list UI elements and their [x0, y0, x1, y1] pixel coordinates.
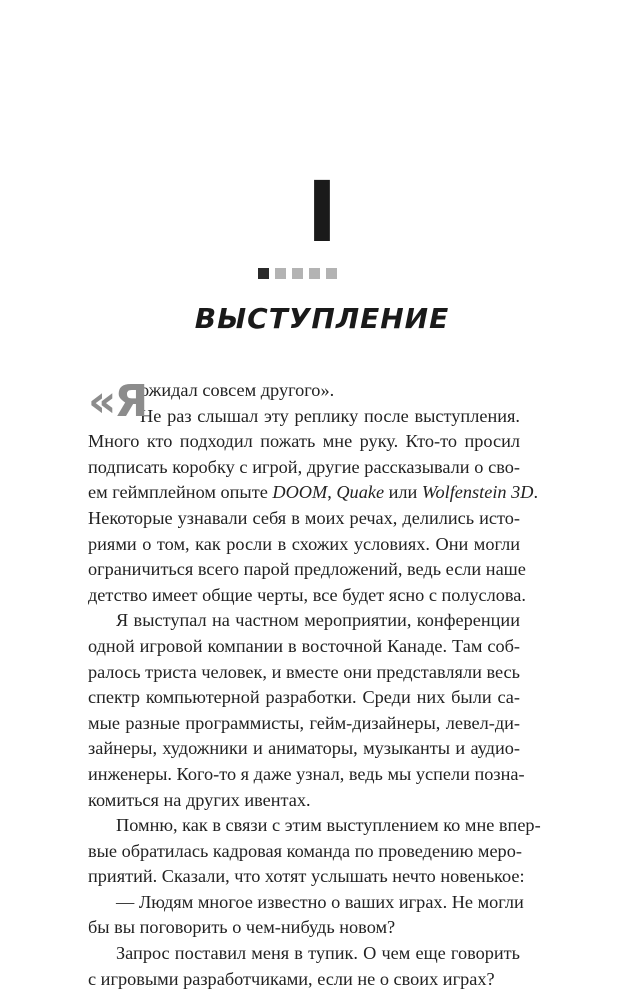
text-line: Некоторые узнавали себя в моих речах, делились исто- — [88, 507, 520, 528]
text-line: Помню, как в связи с этим выступлением ко мне впер- — [116, 815, 541, 836]
text-line: ожидал совсем другого». — [140, 380, 335, 400]
text-segment: DOOM — [272, 482, 328, 503]
text-line: бы вы поговорить о чем-нибудь новом? — [88, 917, 396, 938]
text-line: Запрос поставил меня в тупик. О чем еще говорить — [116, 943, 520, 964]
text-line: ограничиться всего парой предложений, ведь если наше — [88, 559, 526, 580]
drop-cap: «Я — [88, 376, 147, 427]
text-segment: или — [384, 482, 422, 503]
text-line: Я выступал на частном мероприятии, конференции — [116, 610, 520, 631]
text-line: Не раз слышал эту реплику после выступления. — [140, 405, 520, 426]
text-line — [88, 480, 539, 506]
text-line: Много кто подходил пожать мне руку. Кто-то просил — [88, 431, 520, 452]
chapter-number: I — [306, 163, 338, 261]
text-line: вые обратилась кадровая команда по проведению меро- — [88, 840, 522, 861]
text-line: — Людям многое известно о ваших играх. Не могли — [116, 891, 524, 912]
text-segment: Wolfenstein 3D — [421, 482, 534, 503]
divider-square — [258, 268, 269, 279]
text-line: комиться на других ивентах. — [88, 789, 311, 810]
text-segment: Quake — [336, 482, 385, 503]
text-line: инженеры. Кого-то я даже узнал, ведь мы успели позна- — [88, 763, 525, 784]
text-line: приятий. Сказали, что хотят услышать нечто новенькое: — [88, 866, 525, 887]
divider-square — [292, 268, 303, 279]
text-line: зайнеры, художники и аниматоры, музыканты и аудио- — [88, 738, 520, 759]
text-line: подписать коробку с игрой, другие рассказывали о сво- — [88, 456, 520, 477]
text-line: мые разные программисты, гейм-дизайнеры, левел-ди- — [88, 712, 520, 733]
text-lines — [88, 378, 541, 992]
chapter-body — [88, 376, 541, 992]
chapter-divider — [258, 268, 337, 279]
text-line: спектр компьютерной разработки. Среди них были са- — [88, 687, 520, 708]
text-segment: . — [533, 482, 539, 503]
text-line: ралось триста человек, и вместе они представляли весь — [88, 661, 520, 682]
text-line: одной игровой компании в восточной Канаде. Там соб- — [88, 635, 520, 656]
text-line: риями о том, как росли в схожих условиях. Они могли — [88, 533, 520, 554]
divider-square — [275, 268, 286, 279]
chapter-title: ВЫСТУПЛЕНИЕ — [194, 302, 450, 335]
text-segment: ем геймплейном опыте — [88, 482, 273, 503]
text-segment: , — [327, 482, 337, 503]
divider-square — [326, 268, 337, 279]
divider-square — [309, 268, 320, 279]
text-line: с игровыми разработчиками, если не о своих играх? — [88, 968, 495, 989]
text-line: детство имеет общие черты, все будет ясно с полуслова. — [88, 584, 526, 605]
